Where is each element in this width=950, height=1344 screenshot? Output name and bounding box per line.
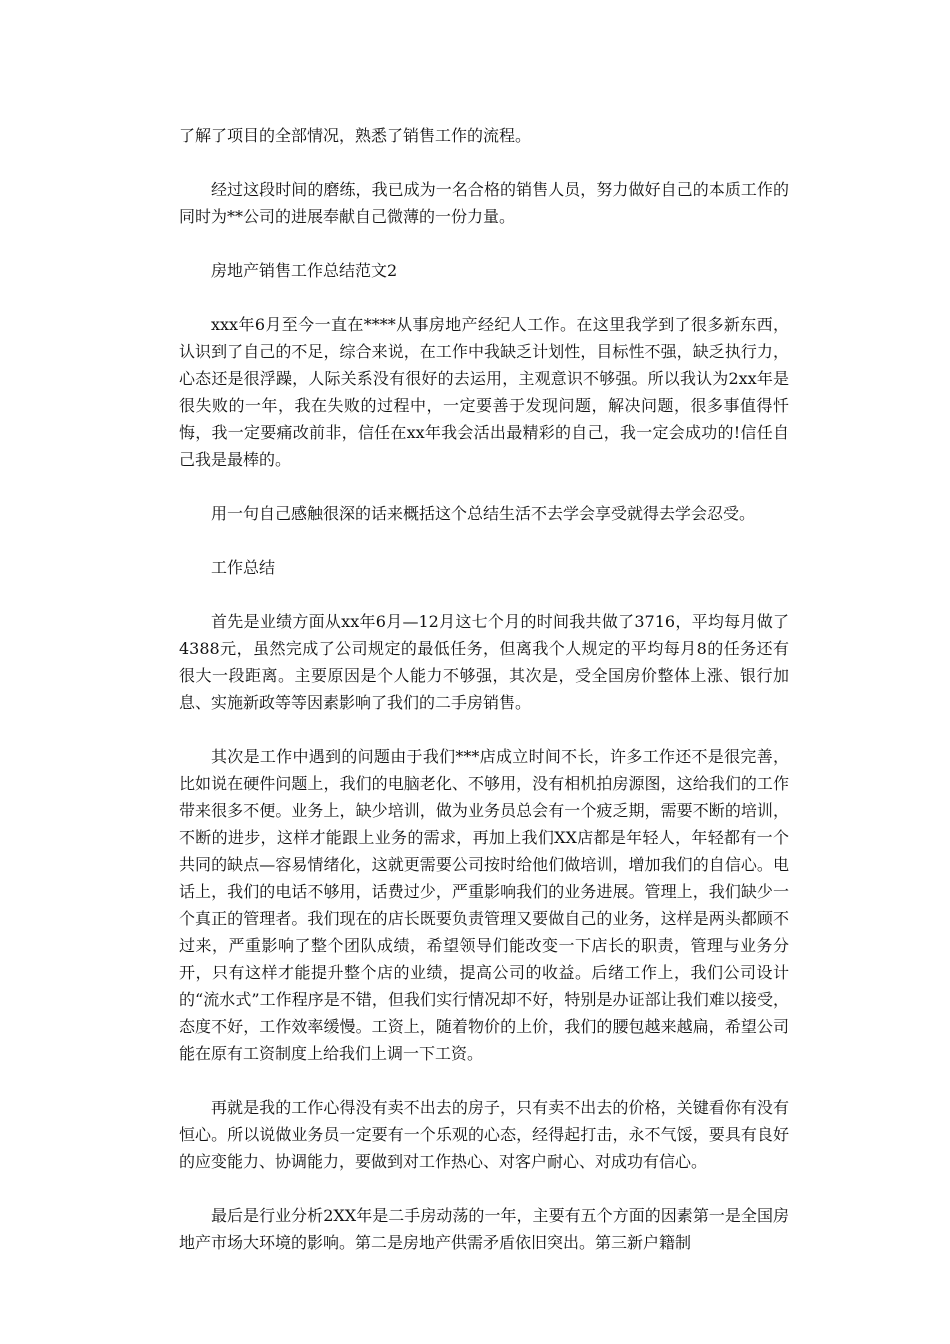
paragraph: 首先是业绩方面从xx年6月—12月这七个月的时间我共做了3716，平均每月做了4388元，虽然完成了公司规定的最低任务，但离我个人规定的平均每月8的任务还有很大一段距离。主要原因是个人能力不够强，其次是，受全国房价整体上涨、银行加息、实施新政等等因素影响了我们的二手房销售。: [179, 612, 789, 712]
paragraph: 最后是行业分析2XX年是二手房动荡的一年，主要有五个方面的因素第一是全国房地产市场大环境的影响。第二是房地产供需矛盾依旧突出。第三新户籍制: [179, 1206, 789, 1252]
document-body: [179, 122, 789, 1283]
paragraph: 经过这段时间的磨练，我已成为一名合格的销售人员，努力做好自己的本质工作的同时为**公司的进展奉献自己微薄的一份力量。: [179, 180, 789, 226]
paragraph: 其次是工作中遇到的问题由于我们***店成立时间不长，许多工作还不是很完善，比如说在硬件问题上，我们的电脑老化、不够用，没有相机拍房源图，这给我们的工作带来很多不便。业务上，缺少培训，做为业务员总会有一个疲乏期，需要不断的培训，不断的进步，这样才能跟上业务的需求，再加上我们XX店都是年轻人，年轻都有一个共同的缺点—容易情绪化，这就更需要公司按时给他们做培训，增加我们的自信心。电话上，我们的电话不够用，话费过少，严重影响我们的业务进展。管理上，我们缺少一个真正的管理者。我们现在的店长既要负责管理又要做自己的业务，这样是两头都顾不过来，严重影响了整个团队成绩，希望领导们能改变一下店长的职责，管理与业务分开，只有这样才能提升整个店的业绩，提高公司的收益。后绪工作上，我们公司设计的“流水式”工作程序是不错，但我们实行情况却不好，特别是办证部让我们难以接受，态度不好，工作效率缓慢。工资上，随着物价的上价，我们的腰包越来越扁，希望公司能在原有工资制度上给我们上调一下工资。: [179, 747, 789, 1063]
paragraph: 再就是我的工作心得没有卖不出去的房子，只有卖不出去的价格，关键看你有没有恒心。所以说做业务员一定要有一个乐观的心态，经得起打击，永不气馁，要具有良好的应变能力、协调能力，要做到对工作热心、对客户耐心、对成功有信心。: [179, 1098, 789, 1171]
section-heading: 房地产销售工作总结范文2: [211, 261, 398, 280]
paragraph: 了解了项目的全部情况，熟悉了销售工作的流程。: [179, 126, 532, 145]
section-heading: 工作总结: [211, 558, 276, 577]
paragraph: xxx年6月至今一直在****从事房地产经纪人工作。在这里我学到了很多新东西，认识到了自己的不足，综合来说，在工作中我缺乏计划性，目标性不强，缺乏执行力，心态还是很浮躁，人际关系没有很好的去运用，主观意识不够强。所以我认为2xx年是很失败的一年，我在失败的过程中，一定要善于发现问题，解决问题，很多事值得忏悔，我一定要痛改前非，信任在xx年我会活出最精彩的自己，我一定会成功的!信任自己我是最棒的。: [179, 315, 789, 469]
paragraph: 用一句自己感触很深的话来概括这个总结生活不去学会享受就得去学会忍受。: [211, 504, 756, 523]
